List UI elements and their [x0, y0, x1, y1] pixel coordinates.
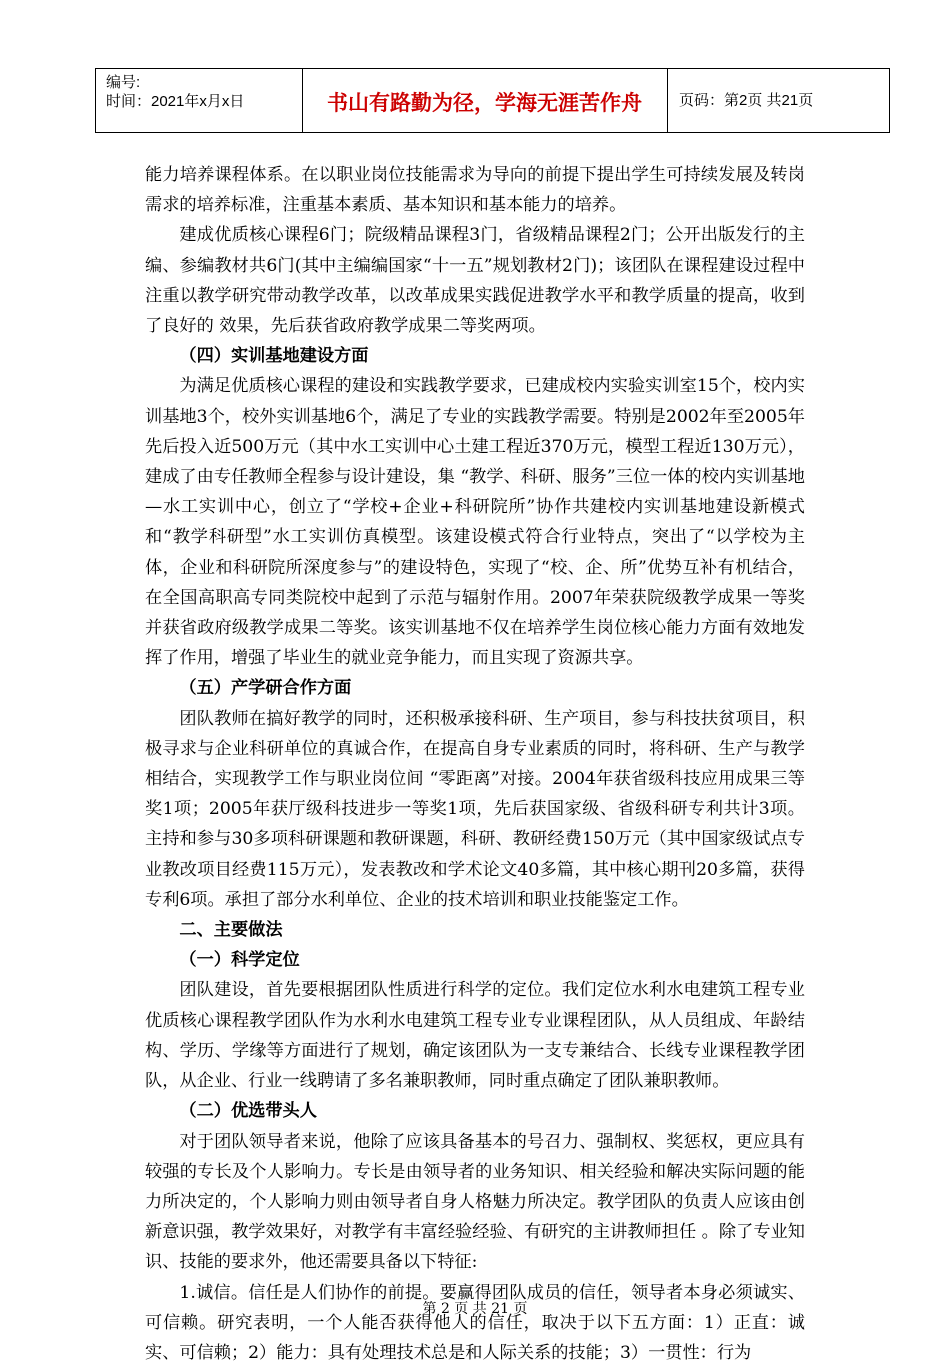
body-paragraph: 团队建设，首先要根据团队性质进行科学的定位。我们定位水利水电建筑工程专业优质核心课程教学团队作为水利水电建筑工程专业专业课程团队，从人员组成、年龄结构、学历、学缘等方面进行了规划，确定该团队为一支专兼结合、长线专业课程教学团队，从企业、行业一线聘请了多名兼职教师，同时重点确定了团队兼职教师。	[145, 980, 805, 1092]
body-paragraph: 对于团队领导者来说，他除了应该具备基本的号召力、强制权、奖惩权，更应具有较强的专长及个人影响力。专长是由领导者的业务知识、相关经验和解决实际问题的能力所决定的，个人影响力则由领导者自身人格魅力所决定。教学团队的负责人应该由创新意识强，教学效果好，对教学有丰富经验经验、有研究的主讲教师担任 。除了专业知识、技能的要求外，他还需要具备以下特征:	[145, 1131, 805, 1273]
header-info-cell	[96, 69, 303, 132]
section-heading: （四）实训基地建设方面	[179, 346, 369, 367]
body-paragraph: 1.诚信。信任是人们协作的前提。要赢得团队成员的信任，领导者本身必须诚实、可信赖。研究表明，一个人能否获得他人的信任，取决于以下五方面：1）正直：诚实、可信赖；2）能力：具有处理技术总是和人际关系的技能；3）一贯性：行为	[145, 1282, 805, 1363]
body-paragraph: 建成优质核心课程6门；院级精品课程3门，省级精品课程2门；公开出版发行的主编、参编教材共6门(其中主编编国家“十一五”规划教材2门)；该团队在课程建设过程中注重以教学研究带动教学改革，以改革成果实践促进教学水平和教学质量的提高，收到了良好的 效果，先后获省政府教学成果二等奖两项。	[145, 225, 805, 337]
section-heading: （一）科学定位	[179, 950, 300, 971]
page-footer: 第 2 页 共 21 页	[422, 1301, 528, 1317]
body-paragraph: 能力培养课程体系。在以职业岗位技能需求为导向的前提下提出学生可持续发展及转岗需求的培养标准，注重基本素质、基本知识和基本能力的培养。	[145, 165, 805, 216]
document-body	[145, 160, 805, 1368]
page-header	[95, 68, 890, 133]
body-paragraph: 团队教师在搞好教学的同时，还积极承接科研、生产项目，参与科技扶贫项目，积极寻求与企业科研单位的真诚合作，在提高自身专业素质的同时，将科研、生产与教学相结合，实现教学工作与职业岗位间 “零距离”对接。2004年获省级科技应用成果三等奖1项；2005年获厅级科技进步一等奖1项，先后获国家级、省级科研专利共计3项。主持和参与30多项科研课题和教研课题，科研、教研经费150万元（其中国家级试点专业教改项目经费115万元），发表教改和学术论文40多篇，其中核心期刊20多篇，获得专利6项。承担了部分水利单位、企业的技术培训和职业技能鉴定工作。	[145, 708, 805, 910]
header-page-cell	[667, 69, 889, 132]
section-heading: （二）优选带头人	[179, 1101, 317, 1122]
document-time-label: 时间：2021年x月x日	[106, 93, 245, 110]
header-page-number: 页码：第2页 共21页	[679, 92, 814, 109]
section-heading: 二、主要做法	[179, 920, 283, 941]
document-number-label: 编号:	[106, 74, 141, 91]
body-paragraph: 为满足优质核心课程的建设和实践教学要求，已建成校内实验实训室15个，校内实训基地3个，校外实训基地6个，满足了专业的实践教学需要。特别是2002年至2005年先后投入近500万元（其中水工实训中心土建工程近370万元，模型工程近130万元），建成了由专任教师全程参与设计建设，集 “教学、科研、服务”三位一体的校内实训基地—水工实训中心，创立了“学校+企业+科研院所”协作共建校内实训基地建设新模式和“教学科研型”水工实训仿真模型。该建设模式符合行业特点，突出了“以学校为主体，企业和科研院所深度参与”的建设特色，实现了“校、企、所”优势互补有机结合，在全国高职高专同类院校中起到了示范与辐射作用。2007年荣获院级教学成果一等奖并获省政府级教学成果二等奖。该实训基地不仅在培养学生岗位核心能力方面有效地发挥了作用，增强了毕业生的就业竞争能力，而且实现了资源共享。	[145, 376, 805, 669]
section-heading: （五）产学研合作方面	[179, 678, 352, 699]
header-slogan-cell	[302, 69, 668, 132]
header-slogan: 书山有路勤为径，学海无涯苦作舟	[327, 90, 642, 115]
